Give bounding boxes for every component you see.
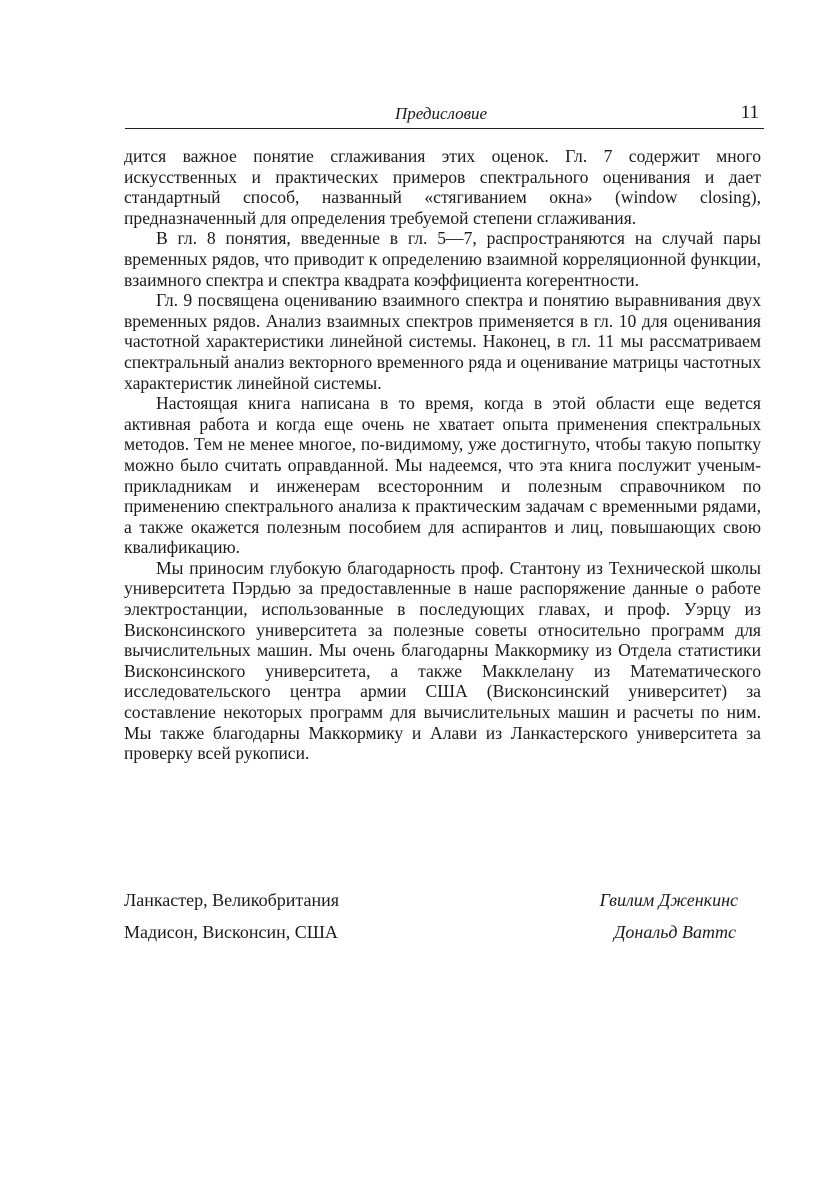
paragraph-continued: дится важное понятие сглаживания этих оценок. Гл. 7 содержит много искусственных и практических примеров спектрального оценивания и дает стандартный способ, названный «стягиванием окна» (window closing), предназначенный для определения требуемой степени сглаживания. [124,146,761,228]
signature-author: Гвилим Дженкинс [599,890,738,910]
paragraph: Настоящая книга написана в то время, когда в этой области еще ведется активная работа и когда еще очень не хватает опыта применения спектральных методов. Тем не менее многое, по-видимому, уже достигнуто, чтобы такую попытку можно было считать оправданной. Мы надеемся, что эта книга послужит ученым-прикладникам и инженерам всесторонним и полезным справочником по применению спектрального анализа к практическим задачам с временными рядами, а также окажется полезным пособием для аспирантов и лиц, повышающих свою квалификацию. [124,393,761,558]
signature-place: Мадисон, Висконсин, США [124,922,338,942]
paragraph: В гл. 8 понятия, введенные в гл. 5—7, распространяются на случай пары временных рядов, что приводит к определению взаимной корреляционной функции, взаимного спектра и спектра квадрата коэффициента когерентности. [124,228,761,290]
paragraph: Мы приносим глубокую благодарность проф. Стантону из Технической школы университета Пэрдью за предоставленные в наше распоряжение данные о работе электростанции, использованные в последующих главах, и проф. Уэрцу из Висконсинского университета за полезные советы относительно программ для вычислительных машин. Мы очень благодарны Маккормику из Отдела статистики Висконсинского университета, а также Макклелану из Математического исследовательского центра армии США (Висконсинский университет) за составление некоторых программ для вычислительных машин и расчеты по ним. Мы также благодарны Маккормику и Алави из Ланкастерского университета за проверку всей рукописи. [124,557,761,764]
running-header [125,100,765,126]
signature-place: Ланкастер, Великобритания [124,890,339,910]
header-rule [125,128,764,129]
signature-author: Дональд Ваттс [613,922,736,942]
body-text [124,146,761,764]
paragraph: Гл. 9 посвящена оцениванию взаимного спектра и понятию выравнивания двух временных рядов. Анализ взаимных спектров применяется в гл. 10 для оценивания частотной характеристики линейной системы. Наконец, в гл. 11 мы рассматриваем спектральный анализ векторного временного ряда и оценивание матрицы частотных характеристик линейной системы. [124,290,761,393]
signature-block [124,890,764,954]
signature-row [124,890,764,922]
signature-row [124,922,764,954]
page-number: 11 [740,102,759,123]
running-title: Предисловие [395,104,488,123]
